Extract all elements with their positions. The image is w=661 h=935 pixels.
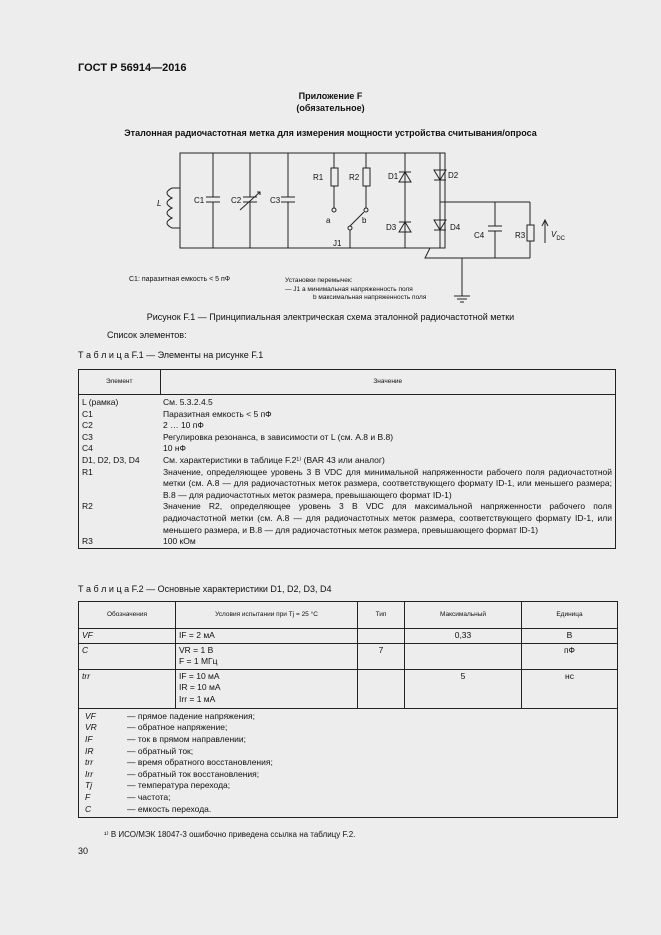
inductor-symbol (167, 188, 180, 228)
list-item: C — емкость перехода. (85, 803, 212, 814)
resistor-r2 (363, 168, 370, 186)
c2-label: C2 (231, 196, 242, 205)
list-title: Список элементов: (107, 330, 187, 340)
symbol-legend (82, 711, 276, 815)
capacitor-c3 (281, 153, 295, 248)
list-item: IR — обратный ток; (85, 745, 194, 756)
table1-caption: Т а б л и ц а F.1 — Элементы на рисунке F.1 (78, 350, 264, 360)
list-item: Irr — обратный ток восстановления; (85, 768, 260, 779)
diode-characteristics-table (78, 601, 618, 818)
table-row: C4 10 нФ (79, 443, 616, 455)
table2-header-symbol: Обозначения (79, 602, 176, 629)
ground-symbol (454, 258, 470, 302)
resistor-r1 (331, 168, 338, 186)
jumper-settings-title: Установки перемычек: (285, 277, 353, 284)
page-number: 30 (78, 846, 89, 856)
d2-label: D2 (448, 171, 459, 180)
capacitor-c2 (240, 153, 260, 248)
circuit-schematic (0, 140, 661, 310)
table2-header-unit: Единица (522, 602, 618, 629)
jumper-b-label: b (362, 216, 367, 225)
j1-label: J1 (333, 239, 342, 248)
table-row: C1 Паразитная емкость < 5 пФ (79, 409, 616, 421)
table2-header-max: Максимальный (405, 602, 522, 629)
c4-label: C4 (474, 231, 485, 240)
appendix-title: Приложение F (298, 91, 363, 101)
jumper-setting-a: — J1 a минимальная напряженность поля (285, 286, 413, 293)
document-header: ГОСТ Р 56914—2016 (78, 62, 187, 74)
table2-header-conditions: Условия испытании при Tj = 25 °C (176, 602, 358, 629)
table-row: trr IF = 10 мА IR = 10 мА Irr = 1 мА 5 нс (79, 669, 618, 708)
table2-header-type: Тип (358, 602, 405, 629)
c1-note: C1: паразитная емкость < 5 пФ (129, 276, 231, 283)
inductor-label: L (157, 199, 162, 208)
table-row: D1, D2, D3, D4 См. характеристики в таблице F.2¹⁾ (BAR 43 или аналог) (79, 455, 616, 467)
elements-table (78, 369, 616, 549)
resistor-r3 (527, 225, 534, 241)
list-item: VR — обратное напряжение; (85, 722, 228, 733)
vdc-label: $V_{DC}$ (551, 230, 566, 242)
list-item: VF — прямое падение напряжения; (85, 710, 255, 721)
r1-label: R1 (313, 173, 324, 182)
table-row: R3 100 кОм (79, 536, 616, 548)
d1-label: D1 (388, 172, 399, 181)
table-row: VF IF = 2 мА 0,33 В (79, 629, 618, 644)
c3-label: C3 (270, 196, 281, 205)
jumper-setting-b: b максимальная напряженность поля (313, 294, 427, 301)
capacitor-c1 (206, 153, 220, 248)
list-item: trr — время обратного восстановления; (85, 757, 273, 768)
table2-caption: Т а б л и ц а F.2 — Основные характеристики D1, D2, D3, D4 (78, 584, 332, 594)
list-item: Tj — температура перехода; (85, 780, 231, 791)
figure-caption: Рисунок F.1 — Принципиальная электрическая схема эталонной радиочастотной метки (146, 312, 515, 322)
c1-label: C1 (194, 196, 205, 205)
list-item: IF — ток в прямом направлении; (85, 733, 246, 744)
d4-label: D4 (450, 223, 461, 232)
table-row: C VR = 1 В F = 1 МГц 7 пФ (79, 643, 618, 669)
table1-header-value: Значение (160, 370, 616, 395)
vdc-arrow (542, 220, 548, 243)
r3-label: R3 (515, 231, 526, 240)
footnote: ¹⁾ В ИСО/МЭК 18047-3 ошибочно приведена ссылка на таблицу F.2. (104, 830, 356, 839)
d3-label: D3 (386, 223, 397, 232)
table-row: R2 Значение R2, определяющее уровень 3 В VDC для максимальной напряженности рабочего поля радиочастотной метки (см. А.8 — для радиочастотных меток размера, соответствующего формату ID-1, или меньшего размера, и В.8 — для радиочастотных меток размера, превышающего формат ID-1) (79, 501, 616, 536)
table-row: R1 Значение, определяющее уровень 3 В VDC для минимальной напряженности рабочего поля радиочастотной метки (см. А.8 — для радиочастотных меток размера, соответствующего формату ID-1, или меньшего размера; В.8 — для радиочастотных меток размера, превышающего формат ID-1) (79, 467, 616, 502)
jumper-a-label: a (326, 216, 331, 225)
table-row: C2 2 … 10 пФ (79, 420, 616, 432)
table-row: L (рамка) См. 5.3.2.4.5 (79, 395, 616, 409)
appendix-status: (обязательное) (296, 103, 365, 113)
document-title: Эталонная радиочастотная метка для измерения мощности устройства считывания/опроса (124, 128, 537, 138)
table1-header-element: Элемент (79, 370, 161, 395)
list-item: F — частота; (85, 791, 171, 802)
table-row: C3 Регулировка резонанса, в зависимости от L (см. А.8 и В.8) (79, 432, 616, 444)
r2-label: R2 (349, 173, 360, 182)
